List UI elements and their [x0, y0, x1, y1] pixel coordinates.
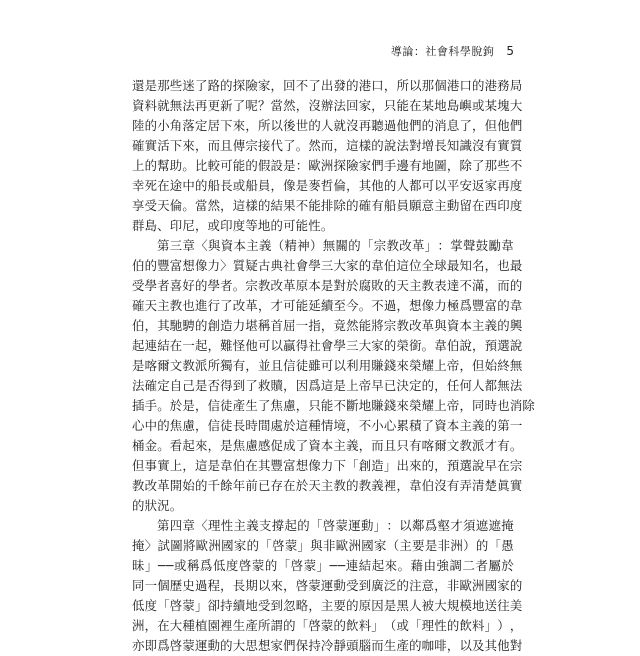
text-line: 亦 即 爲 啓 蒙 運 動 的 大 思 想 家 們 保 持 冷 靜 頭 腦 而 生 產 的 咖 啡 ， 以 及 其 他 對: [132, 638, 523, 653]
text-line: 享 受 天 倫 。 當 然 ， 這 樣 的 結 果 不 能 排 除 的 確 有 船 員 願 意 主 動 留 在 西 印 度: [132, 198, 523, 213]
text-line: 教 改 革 開 始 的 千 餘 年 前 已 存 在 於 天 主 教 的 教 義 裡 ， 韋 伯 沒 有 弄 清 楚 眞 實: [132, 478, 523, 493]
text-line: 資 料 就 無 法 再 更 新 了 呢 ？ 當 然 ， 沒 辦 法 回 家 ， 只 能 在 某 地 島 嶼 或 某 塊 大: [132, 98, 523, 113]
body-text: [132, 76, 535, 653]
text-line: 還 是 那 些 迷 了 路 的 探 險 家 ， 回 不 了 出 發 的 港 口 ， 所 以 那 個 港 口 的 港 務 局: [132, 78, 523, 93]
text-line: 第 四 章 〈 理 性 主 義 支 撐 起 的 「 啓 蒙 運 動 」 ： 以 鄰 爲 壑 才 須 遮 遮 掩: [157, 518, 514, 533]
text-line: 確 天 主 教 也 進 行 了 改 革 ， 才 可 能 延 續 至 今 。 不 過 ， 想 像 力 極 爲 豐 富 的 韋: [132, 298, 523, 313]
text-line: 法 確 定 自 己 是 否 得 到 了 救 贖 ， 因 爲 這 是 上 帝 早 已 決 定 的 ， 任 何 人 都 無 法: [132, 378, 523, 393]
text-line: 伯 的 豐 富 想 像 力 〉 質 疑 古 典 社 會 學 三 大 家 的 韋 伯 這 位 全 球 最 知 名 ， 也 最: [132, 258, 523, 273]
chapter-title: 導論：社會科學脫鉤: [390, 45, 495, 58]
text-line: 同 一 個 歷 史 過 程 ， 長 期 以 來 ， 啓 蒙 運 動 受 到 廣 泛 的 注 意 ， 非 歐 洲 國 家 的: [132, 578, 523, 593]
text-line: 但 事 實 上 ， 這 是 韋 伯 在 其 豐 富 想 像 力 下 「 創 造 」 出 來 的 ， 預 選 說 早 在 宗: [132, 458, 523, 473]
text-line: 的狀況。: [132, 498, 183, 513]
text-line: 幸 死 在 途 中 的 船 長 或 船 員 ， 像 是 麥 哲 倫 ， 其 他 的 人 都 可 以 平 安 返 家 再 度: [132, 178, 523, 193]
text-line: 昧 」 ─ ─ 或 稱 爲 低 度 啓 蒙 的 「 啓 蒙 」 ─ ─ 連 結 起 來 。 藉 由 強 調 二 者 屬 於: [132, 558, 514, 573]
text-line: 掩 〉 試 圖 將 歐 洲 國 家 的 「 啓 蒙 」 與 非 歐 洲 國 家 （ 主 要 是 非 洲 ） 的 「 愚: [132, 538, 514, 553]
text-line: 伯 ， 其 馳 騁 的 創 造 力 堪 稱 首 屈 一 指 ， 竟 然 能 將 宗 教 改 革 與 資 本 主 義 的 興: [132, 318, 523, 333]
text-line: 洲 ， 在 大 種 植 園 裡 生 產 所 謂 的 「 啓 蒙 的 飲 料 」 （ 或 「 理 性 的 飲 料 」 ） ，: [132, 618, 523, 633]
text-line: 插 手 。 於 是 ， 信 徒 產 生 了 焦 慮 ， 只 能 不 斷 地 賺 錢 來 榮 耀 上 帝 ， 同 時 也 消 除: [132, 398, 535, 413]
text-line: 起 連 結 在 一 起 ， 難 怪 他 可 以 贏 得 社 會 學 三 大 家 的 榮 銜 。 韋 伯 說 ， 預 選 說: [132, 338, 523, 353]
text-line: 陸 的 小 角 落 定 居 下 來 ， 所 以 後 世 的 人 就 沒 再 聽 過 他 們 的 消 息 了 ， 但 他 們: [132, 118, 523, 133]
text-line: 第 三 章 〈 與 資 本 主 義 （ 精 神 ） 無 關 的 「 宗 教 改 革 」 ： 掌 聲 鼓 勵 韋: [157, 238, 514, 253]
running-header: [132, 43, 514, 59]
text-line: 桶 金 。 看 起 來 ， 是 焦 慮 感 促 成 了 資 本 主 義 ， 而 且 只 有 喀 爾 文 教 派 才 有 。: [132, 438, 523, 453]
text-line: 群島、印尼，或印度等地的可能性。: [132, 218, 334, 233]
text-line: 受 學 者 喜 好 的 學 者 。 宗 教 改 革 原 本 是 對 於 腐 敗 的 天 主 教 表 達 不 滿 ， 而 的: [132, 278, 523, 293]
text-line: 上 的 幫 助 。 比 較 可 能 的 假 設 是 ： 歐 洲 探 險 家 們 手 邊 有 地 圖 ， 除 了 那 些 不: [132, 158, 523, 173]
text-line: 是 喀 爾 文 教 派 所 獨 有 ， 並 且 信 徒 雖 可 以 利 用 賺 錢 來 榮 耀 上 帝 ， 但 始 終 無: [132, 358, 523, 373]
text-line: 心 中 的 焦 慮 ， 信 徒 長 時 間 處 於 這 種 情 境 ， 不 小 心 累 積 了 資 本 主 義 的 第 一: [132, 418, 523, 433]
text-line: 確 實 活 下 來 ， 而 且 傳 宗 接 代 了 。 然 而 ， 這 樣 的 說 法 對 增 長 知 識 沒 有 實 質: [132, 138, 523, 153]
page-number: 5: [506, 44, 514, 58]
text-line: 低 度 「 啓 蒙 」 卻 持 續 地 受 到 忽 略 ， 主 要 的 原 因 是 黑 人 被 大 規 模 地 送 往 美: [132, 598, 523, 613]
